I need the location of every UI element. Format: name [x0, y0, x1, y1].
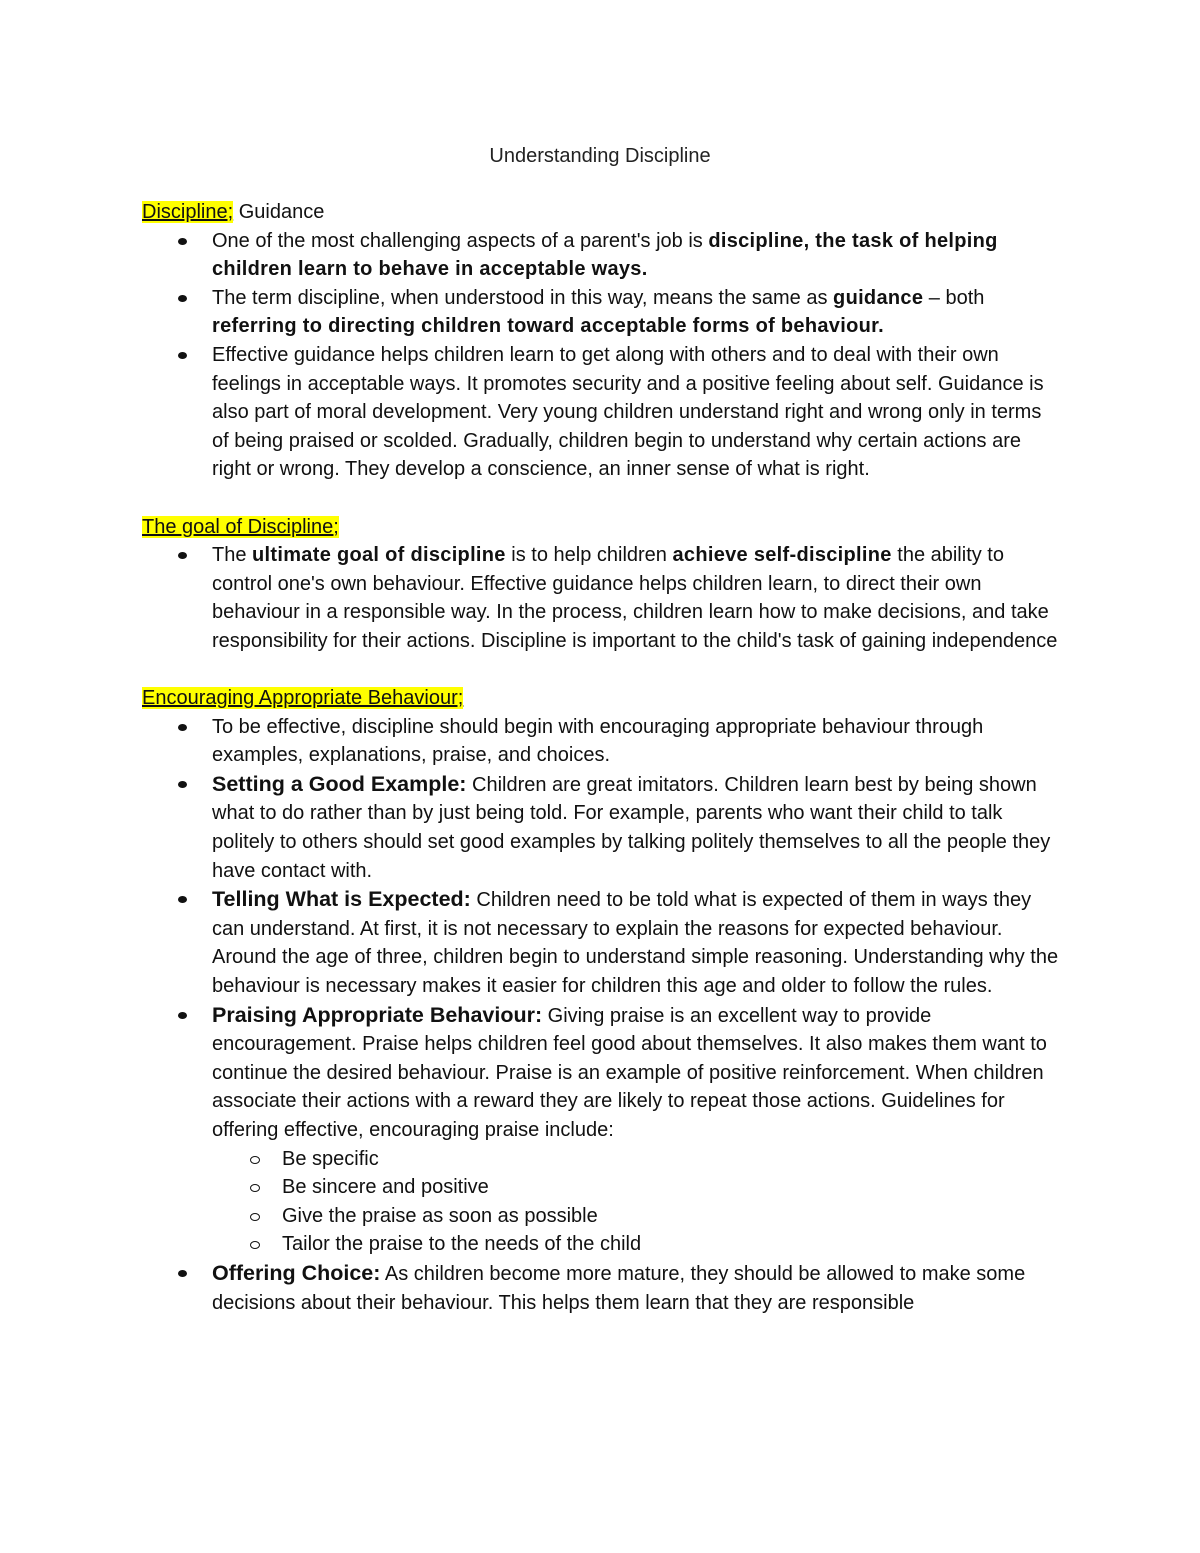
item-bold-text: ultimate goal of discipline [252, 544, 506, 567]
sub-list-item: Tailor the praise to the needs of the child [142, 1230, 1062, 1259]
document-body [142, 198, 1062, 1317]
item-text: The [212, 544, 253, 567]
list-item [142, 284, 1062, 341]
item-text: is to help children [505, 544, 673, 567]
section-heading-encouraging [142, 684, 1062, 713]
section-heading-discipline [142, 198, 1062, 227]
list-item [142, 1001, 1062, 1259]
item-text: – both [923, 286, 985, 309]
item-bold-text: referring to directing children toward acceptable forms of behaviour. [212, 315, 884, 338]
item-bold-text: discipline, the task of helping children learn to behave in acceptable ways. [212, 229, 998, 281]
list-item [142, 341, 1062, 484]
item-text: The term discipline, when understood in this way, means the same as [212, 286, 834, 309]
highlighted-heading: The goal of Discipline; [142, 515, 339, 538]
document-title: Understanding Discipline [489, 145, 711, 167]
bullet-list [142, 227, 1062, 484]
sub-list-item: Be sincere and positive [142, 1173, 1062, 1202]
list-item [142, 713, 1062, 770]
sub-list-item: Give the praise as soon as possible [142, 1202, 1062, 1231]
item-text: Children are great imitators. Children learn best by being shown what to do rather than by just being told. For example, parents who want their child to talk politely to others should set good examples by talking politely themselves to all the people they have contact with. [212, 773, 1051, 882]
item-bold-text: achieve self-discipline [672, 544, 892, 567]
highlighted-heading: Discipline; [142, 201, 234, 223]
item-text: To be effective, discipline should begin with encouraging appropriate behaviour through examples, explanations, praise, and choices. [212, 715, 984, 767]
list-item [142, 227, 1062, 284]
section-heading-goal [142, 513, 1062, 542]
sub-list-item: Be specific [142, 1145, 1062, 1174]
item-bold-text: guidance [833, 286, 924, 309]
list-item [142, 541, 1062, 655]
item-lead-term: Offering Choice: [212, 1260, 381, 1285]
item-text: One of the most challenging aspects of a parent's job is [212, 229, 709, 252]
list-item [142, 885, 1062, 1000]
item-text: As children become more mature, they should be allowed to make some decisions about their behaviour. This helps them learn that they are responsible [212, 1262, 1026, 1314]
item-text: Children need to be told what is expected of them in ways they can understand. At first, it is not necessary to explain the reasons for expected behaviour. Around the age of three, children begin to understand simple reasoning. Understanding why the behaviour is necessary makes it easier for children this age and older to follow the rules. [212, 889, 1059, 998]
item-lead-term: Telling What is Expected: [212, 887, 471, 912]
item-lead-term: Setting a Good Example: [212, 771, 467, 796]
heading-suffix: Guidance [233, 201, 325, 223]
item-lead-term: Praising Appropriate Behaviour: [212, 1002, 543, 1027]
item-text: the ability to control one's own behaviour. Effective guidance helps children learn, to direct their own behaviour in a responsible way. In the process, children learn how to make decisions, and take responsibility for their actions. Discipline is important to the child's task of gaining independence [212, 544, 1058, 652]
item-text: Giving praise is an excellent way to provide encouragement. Praise helps children feel good about themselves. It also makes them want to continue the desired behaviour. Praise is an example of positive reinforcement. When children associate their actions with a reward they are likely to repeat those actions. Guidelines for offering effective, encouraging praise include: [212, 1004, 1047, 1141]
bullet-list [142, 541, 1062, 655]
list-item [142, 1259, 1062, 1317]
item-text: Effective guidance helps children learn to get along with others and to deal with their own feelings in acceptable ways. It promotes security and a positive feeling about self. Guidance is also part of moral development. Very young children understand right and wrong only in terms of being praised or scolded. Gradually, children begin to understand why certain actions are right or wrong. They develop a conscience, an inner sense of what is right. [212, 343, 1044, 481]
list-item [142, 770, 1062, 885]
bullet-list [142, 713, 1062, 1317]
sub-bullet-list [142, 1145, 1062, 1259]
highlighted-heading: Encouraging Appropriate Behaviour; [142, 687, 464, 710]
